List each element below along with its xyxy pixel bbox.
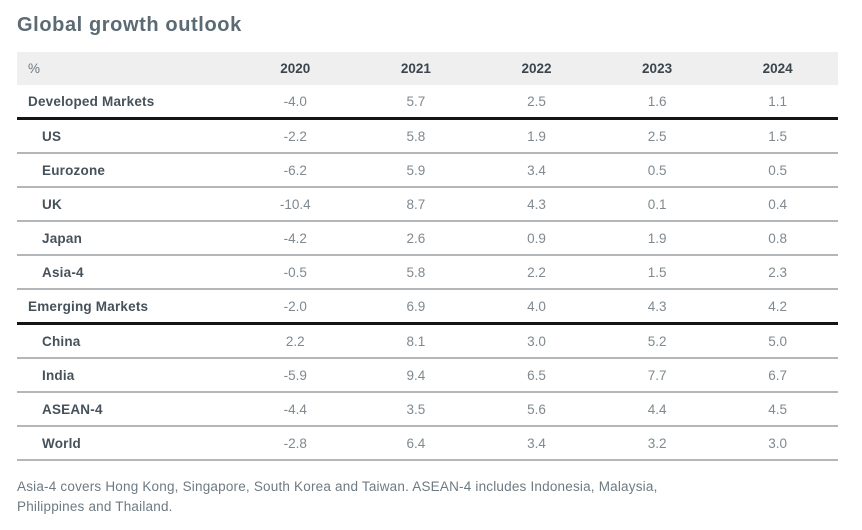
cell-value: 5.6 (527, 401, 546, 417)
column-header-2020: 2020 (280, 61, 311, 76)
cell-value: 2.5 (527, 93, 546, 109)
column-header-2023: 2023 (642, 61, 673, 76)
cell-value: 0.8 (768, 230, 788, 246)
table-header-row (17, 52, 838, 85)
cell-value: 2.3 (768, 264, 788, 280)
cell-value: 6.9 (406, 298, 426, 314)
row-label: Developed Markets (28, 93, 155, 109)
cell-value: -4.4 (283, 401, 307, 417)
cell-value: -10.4 (279, 196, 311, 212)
cell-value: 5.9 (406, 162, 426, 178)
table-row (17, 119, 838, 154)
cell-value: 5.8 (406, 128, 426, 144)
table-row (17, 289, 838, 324)
cell-value: 2.6 (406, 230, 426, 246)
footnote: Asia-4 covers Hong Kong, Singapore, South Korea and Taiwan. ASEAN-4 includes Indonesia, Malaysia, Philippines and Thailand. (17, 479, 658, 514)
cell-value: 3.4 (527, 435, 546, 451)
cell-value: 4.0 (527, 298, 546, 314)
cell-value: -2.0 (283, 298, 307, 314)
cell-value: -2.2 (283, 128, 307, 144)
cell-value: 8.1 (406, 333, 426, 349)
cell-value: 2.2 (285, 333, 305, 349)
cell-value: -5.9 (283, 367, 307, 383)
cell-value: -2.8 (283, 435, 307, 451)
cell-value: -4.0 (283, 93, 307, 109)
cell-value: 8.7 (406, 196, 426, 212)
row-label: Asia-4 (42, 264, 84, 280)
row-label: Emerging Markets (28, 298, 149, 314)
cell-value: 3.5 (406, 401, 426, 417)
row-label: World (42, 435, 81, 451)
cell-value: 1.5 (768, 128, 788, 144)
row-label: UK (42, 196, 62, 212)
column-header-2024: 2024 (762, 61, 793, 76)
cell-value: 4.3 (527, 196, 546, 212)
row-label: US (42, 128, 62, 144)
cell-value: 9.4 (406, 367, 426, 383)
row-label: China (42, 333, 81, 349)
table-row (17, 221, 838, 255)
row-label: Japan (42, 230, 83, 246)
cell-value: 1.9 (647, 230, 667, 246)
table-row (17, 426, 838, 460)
table-row (17, 85, 838, 119)
table-row (17, 255, 838, 289)
cell-value: 1.1 (768, 93, 788, 109)
cell-value: -6.2 (283, 162, 307, 178)
cell-value: 4.3 (647, 298, 667, 314)
cell-value: 2.2 (527, 264, 546, 280)
column-header-2021: 2021 (400, 61, 431, 76)
cell-value: 3.0 (527, 333, 546, 349)
cell-value: 4.5 (768, 401, 788, 417)
cell-value: 0.5 (768, 162, 788, 178)
cell-value: 2.5 (647, 128, 667, 144)
cell-value: 0.1 (647, 196, 667, 212)
cell-value: -4.2 (283, 230, 307, 246)
page-title: Global growth outlook (17, 14, 242, 36)
table-body (17, 85, 838, 460)
row-label: India (42, 367, 75, 383)
cell-value: 0.5 (647, 162, 667, 178)
table-row (17, 392, 838, 426)
column-header-2022: 2022 (521, 61, 552, 76)
cell-value: 3.0 (768, 435, 788, 451)
table-row (17, 324, 838, 359)
cell-value: 3.4 (527, 162, 546, 178)
cell-value: 6.7 (768, 367, 788, 383)
cell-value: 3.2 (647, 435, 667, 451)
cell-value: 1.9 (527, 128, 546, 144)
cell-value: 4.4 (647, 401, 667, 417)
cell-value: 0.4 (768, 196, 788, 212)
table-row (17, 187, 838, 221)
row-label: ASEAN-4 (42, 401, 103, 417)
cell-value: 4.2 (768, 298, 788, 314)
table-row (17, 358, 838, 392)
row-label: Eurozone (42, 162, 106, 178)
cell-value: -0.5 (283, 264, 307, 280)
growth-outlook-table (17, 52, 838, 461)
cell-value: 1.5 (647, 264, 667, 280)
column-header-percent: % (28, 61, 41, 76)
cell-value: 5.0 (768, 333, 788, 349)
cell-value: 6.4 (406, 435, 426, 451)
cell-value: 5.7 (406, 93, 426, 109)
cell-value: 5.8 (406, 264, 426, 280)
table-row (17, 153, 838, 187)
cell-value: 1.6 (647, 93, 667, 109)
cell-value: 6.5 (527, 367, 546, 383)
cell-value: 7.7 (647, 367, 667, 383)
cell-value: 5.2 (647, 333, 667, 349)
cell-value: 0.9 (527, 230, 546, 246)
